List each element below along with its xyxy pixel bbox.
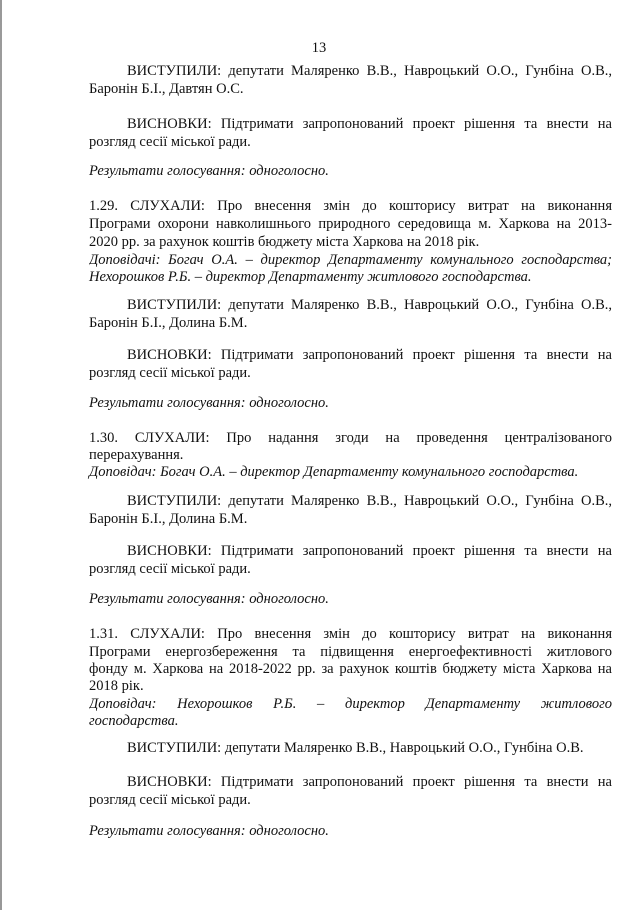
sluhaly-line: Програми енергозбереження та підвищення енергоефективності житлового <box>89 644 612 660</box>
vystupyly-line: Баронін Б.І., Долина Б.М. <box>89 315 248 331</box>
voting-result: Результати голосування: одноголосно. <box>89 823 329 839</box>
dopovidach-line: Доповідач: Богач О.А. – директор Департаменту комунального господарства. <box>89 464 579 480</box>
sluhaly-line: 1.30. СЛУХАЛИ: Про надання згоди на проведення централізованого <box>89 430 612 446</box>
dopovidach-line: Нехорошков Р.Б. – директор Департаменту житлового господарства. <box>89 269 532 285</box>
vystupyly-line: Баронін Б.І., Долина Б.М. <box>89 511 248 527</box>
vysnovky-line: ВИСНОВКИ: Підтримати запропонований проект рішення та внести на <box>127 116 612 132</box>
sluhaly-line: 2018 рік. <box>89 678 144 694</box>
dopovidach-line: Доповідачі: Богач О.А. – директор Департаменту комунального господарства; <box>89 252 612 268</box>
vysnovky-line: ВИСНОВКИ: Підтримати запропонований проект рішення та внести на <box>127 347 612 363</box>
dopovidach-line: Доповідач: Нехорошков Р.Б. – директор Департаменту житлового <box>89 696 612 712</box>
sluhaly-line: перерахування. <box>89 447 184 463</box>
vysnovky-line: розгляд сесії міської ради. <box>89 561 251 577</box>
vystupyly-line: ВИСТУПИЛИ: депутати Маляренко В.В., Навроцький О.О., Гунбіна О.В., <box>127 493 612 509</box>
sluhaly-line: фонду м. Харкова на 2018-2022 рр. за рахунок коштів бюджету міста Харкова на <box>89 661 612 677</box>
voting-result: Результати голосування: одноголосно. <box>89 163 329 179</box>
voting-result: Результати голосування: одноголосно. <box>89 591 329 607</box>
sluhaly-line: 1.31. СЛУХАЛИ: Про внесення змін до кошторису витрат на виконання <box>89 626 612 642</box>
dopovidach-line: господарства. <box>89 713 179 729</box>
sluhaly-line: 2020 рр. за рахунок коштів бюджету міста Харкова на 2018 рік. <box>89 234 480 250</box>
vysnovky-line: розгляд сесії міської ради. <box>89 134 251 150</box>
vysnovky-line: розгляд сесії міської ради. <box>89 792 251 808</box>
voting-result: Результати голосування: одноголосно. <box>89 395 329 411</box>
vysnovky-line: розгляд сесії міської ради. <box>89 365 251 381</box>
vystupyly-line: ВИСТУПИЛИ: депутати Маляренко В.В., Навроцький О.О., Гунбіна О.В., <box>127 63 612 79</box>
scan-edge <box>0 0 2 910</box>
vystupyly-line: ВИСТУПИЛИ: депутати Маляренко В.В., Навроцький О.О., Гунбіна О.В., <box>127 297 612 313</box>
sluhaly-line: 1.29. СЛУХАЛИ: Про внесення змін до кошторису витрат на виконання <box>89 198 612 214</box>
vysnovky-line: ВИСНОВКИ: Підтримати запропонований проект рішення та внести на <box>127 543 612 559</box>
sluhaly-line: Програми охорони навколишнього природного середовища м. Харкова на 2013- <box>89 216 612 232</box>
vysnovky-line: ВИСНОВКИ: Підтримати запропонований проект рішення та внести на <box>127 774 612 790</box>
vystupyly-line: Баронін Б.І., Давтян О.С. <box>89 81 244 97</box>
page-number: 13 <box>311 40 327 56</box>
vystupyly-line: ВИСТУПИЛИ: депутати Маляренко В.В., Навроцький О.О., Гунбіна О.В. <box>127 740 584 756</box>
